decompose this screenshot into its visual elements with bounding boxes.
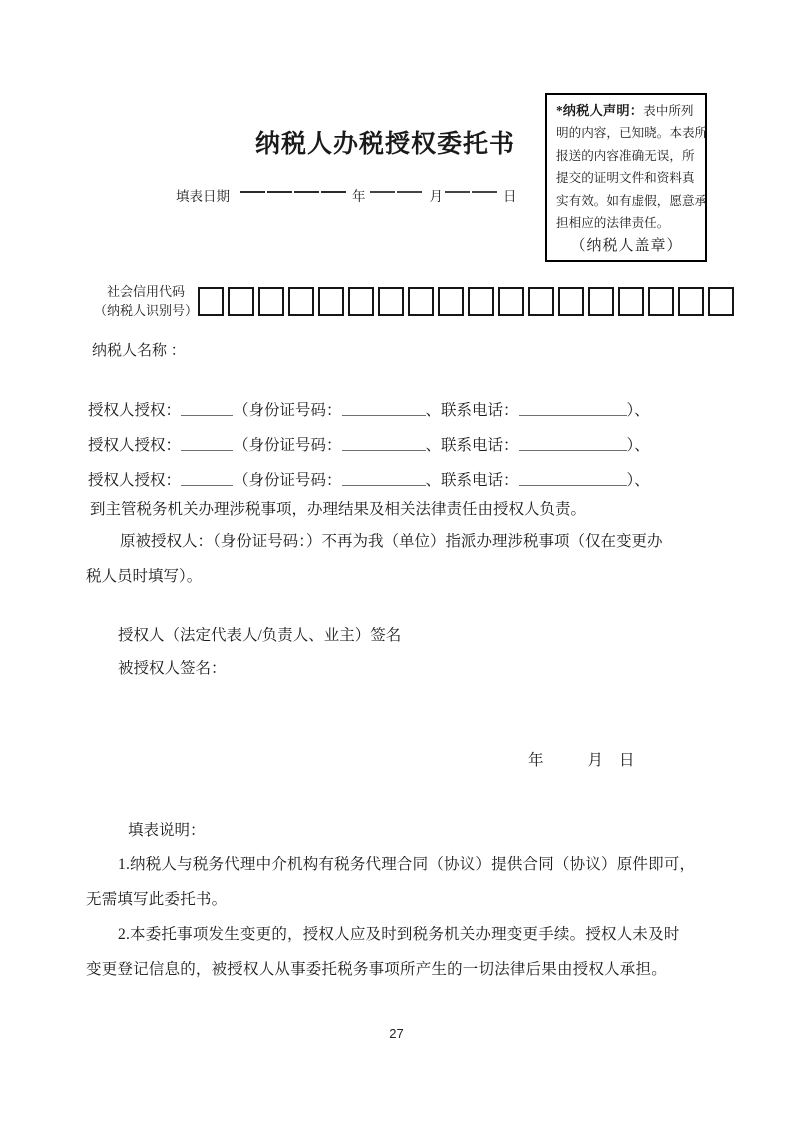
fill-date-year-blank[interactable] <box>240 194 348 196</box>
note-1-line-1: 1.纳税人与税务代理中介机构有税务代理合同（协议）提供合同（协议）原件即可， <box>118 856 696 873</box>
note-2-line-1: 2.本委托事项发生变更的，授权人应及时到税务机关办理变更手续。授权人未及时 <box>118 926 680 943</box>
code-box[interactable] <box>498 287 524 316</box>
declaration-line: 担相应的法律责任。 <box>556 216 670 231</box>
notes-title: 填表说明： <box>128 822 206 839</box>
page-title: 纳税人办税授权委托书 <box>254 131 515 158</box>
code-box[interactable] <box>588 287 614 316</box>
note-1-line-2: 无需填写此委托书。 <box>86 891 228 908</box>
id-number-blank[interactable] <box>342 401 426 416</box>
taxpayer-stamp-label: （纳税人盖章） <box>570 238 683 255</box>
code-box[interactable] <box>318 287 344 316</box>
code-box[interactable] <box>378 287 404 316</box>
fill-date-month-blank[interactable] <box>370 194 424 196</box>
day-label: 日 <box>619 752 635 769</box>
code-box[interactable] <box>648 287 674 316</box>
declaration-line: 报送的内容准确无误，所 <box>556 148 695 163</box>
blank-dash <box>370 191 395 193</box>
taxpayer-name-label: 纳税人名称 ： <box>92 343 186 359</box>
declaration-lead: *纳税人声明： <box>556 103 644 118</box>
code-box[interactable] <box>408 287 434 316</box>
authorizer-name-blank[interactable] <box>181 471 233 486</box>
phone-blank[interactable] <box>519 436 627 451</box>
code-box[interactable] <box>258 287 284 316</box>
id-number-blank[interactable] <box>342 436 426 451</box>
blank-dash <box>240 191 265 193</box>
code-box[interactable] <box>288 287 314 316</box>
code-box[interactable] <box>528 287 554 316</box>
original-delegate-line-1: 原被授权人：（身份证号码：）不再为我（单位）指派办理涉税事项（仅在变更办 <box>120 533 663 550</box>
code-box[interactable] <box>558 287 584 316</box>
authorization-line-1: 授权人授权： （身份证号码： 、联系电话： ）、 <box>88 402 650 419</box>
signature-date-line <box>528 748 635 770</box>
blank-dash <box>445 191 470 193</box>
delegate-signature-label: 被授权人签名： <box>118 660 227 677</box>
fill-date-line <box>176 185 517 205</box>
authorizer-signature-label: 授权人（法定代表人/负责人、业主）签名 <box>118 627 402 644</box>
code-box[interactable] <box>198 287 224 316</box>
credit-code-row <box>94 282 734 320</box>
day-label: 日 <box>503 189 517 204</box>
authorizer-name-blank[interactable] <box>181 401 233 416</box>
declaration-line: 明的内容，已知晓。本表所 <box>556 126 708 141</box>
declaration-line: 实有效。如有虚假，愿意承 <box>556 193 708 208</box>
original-delegate-line-2: 税人员时填写）。 <box>86 568 203 585</box>
blank-dash <box>321 191 346 193</box>
fill-date-day-blank[interactable] <box>445 194 499 196</box>
month-label: 月 <box>429 189 443 204</box>
credit-code-label: 社会信用代码 （纳税人识别号） <box>94 284 199 318</box>
code-box[interactable] <box>678 287 704 316</box>
code-box[interactable] <box>228 287 254 316</box>
blank-dash <box>397 191 422 193</box>
blank-dash <box>472 191 497 193</box>
page-number: 27 <box>389 1026 404 1041</box>
code-box[interactable] <box>708 287 734 316</box>
phone-blank[interactable] <box>519 471 627 486</box>
code-box[interactable] <box>618 287 644 316</box>
authorization-line-2: 授权人授权： （身份证号码： 、联系电话： ）、 <box>88 437 650 454</box>
taxpayer-declaration-box <box>545 93 707 262</box>
declaration-line: *纳税人声明：表中所列 <box>556 103 694 118</box>
month-label: 月 <box>587 752 604 769</box>
responsibility-statement: 到主管税务机关办理涉税事项，办理结果及相关法律责任由授权人负责。 <box>90 501 587 518</box>
note-2-line-2: 变更登记信息的，被授权人从事委托税务事项所产生的一切法律后果由授权人承担。 <box>86 961 667 978</box>
id-number-blank[interactable] <box>342 471 426 486</box>
blank-dash <box>267 191 292 193</box>
code-box[interactable] <box>348 287 374 316</box>
credit-code-boxes <box>198 287 734 316</box>
phone-blank[interactable] <box>519 401 627 416</box>
authorizer-name-blank[interactable] <box>181 436 233 451</box>
year-label: 年 <box>528 752 544 769</box>
code-box[interactable] <box>468 287 494 316</box>
year-label: 年 <box>352 189 366 204</box>
blank-dash <box>294 191 319 193</box>
declaration-line: 提交的证明文件和资料真 <box>556 171 695 186</box>
fill-date-label: 填表日期 <box>176 189 230 204</box>
code-box[interactable] <box>438 287 464 316</box>
authorization-line-3: 授权人授权： （身份证号码： 、联系电话： ）、 <box>88 472 650 489</box>
